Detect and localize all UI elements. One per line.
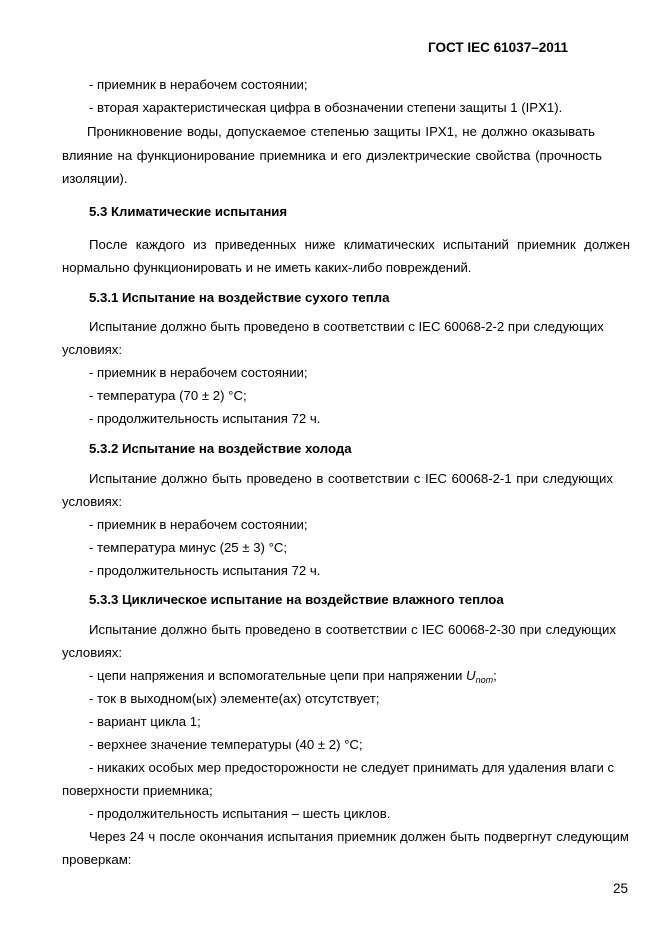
paragraph-line: проверкам: — [62, 852, 132, 867]
list-item: - вариант цикла 1; — [89, 714, 201, 729]
list-item: - температура минус (25 ± 3) °С; — [89, 540, 288, 555]
list-item: - продолжительность испытания 72 ч. — [89, 563, 321, 578]
paragraph-line: условиях: — [62, 645, 122, 660]
section-heading-5-3-3: 5.3.3 Циклическое испытание на воздействие влажного теплоа — [89, 592, 504, 607]
list-item: - температура (70 ± 2) °С; — [89, 388, 247, 403]
voltage-symbol: U — [466, 668, 476, 683]
list-item: - вторая характеристическая цифра в обозначении степени защиты 1 (IPX1). — [89, 100, 563, 115]
page-number: 25 — [612, 881, 628, 896]
document-code-header: ГОСТ IEC 61037–2011 — [428, 40, 568, 55]
paragraph-line: нормально функционировать и не иметь каких-либо повреждений. — [62, 260, 472, 275]
list-item: - верхнее значение температуры (40 ± 2) °С; — [89, 737, 363, 752]
paragraph-line: поверхности приемника; — [62, 783, 213, 798]
section-heading-5-3: 5.3 Климатические испытания — [89, 204, 288, 219]
list-item-text: - цепи напряжения и вспомогательные цепи при напряжении — [89, 668, 467, 683]
list-item: - продолжительность испытания 72 ч. — [89, 411, 321, 426]
paragraph-line: условиях: — [62, 342, 122, 357]
section-heading-5-3-2: 5.3.2 Испытание на воздействие холода — [89, 441, 352, 456]
paragraph-line: влияние на функционирование приемника и его диэлектрические свойства (прочность — [62, 148, 602, 163]
list-item: - приемник в нерабочем состоянии; — [89, 77, 308, 92]
paragraph-line: После каждого из приведенных ниже климатических испытаний приемник должен — [89, 237, 630, 252]
list-item — [89, 668, 497, 688]
paragraph-line: Испытание должно быть проведено в соответствии с IEC 60068-2-30 при следующих — [89, 622, 616, 637]
list-item-punct: ; — [493, 668, 497, 683]
list-item: - никаких особых мер предосторожности не следует принимать для удаления влаги с — [89, 760, 615, 775]
paragraph-line: Испытание должно быть проведено в соответствии с IEC 60068-2-1 при следующих — [89, 471, 613, 486]
paragraph-line: условиях: — [62, 494, 122, 509]
paragraph-line: Проникновение воды, допускаемое степенью защиты IPX1, не должно оказывать — [87, 124, 595, 139]
voltage-subscript: nom — [475, 675, 494, 685]
list-item: - продолжительность испытания – шесть циклов. — [89, 806, 391, 821]
section-heading-5-3-1: 5.3.1 Испытание на воздействие сухого тепла — [89, 290, 390, 305]
paragraph-line: Испытание должно быть проведено в соответствии с IEC 60068-2-2 при следующих — [89, 319, 604, 334]
list-item: - ток в выходном(ых) элементе(ах) отсутствует; — [89, 691, 380, 706]
list-item: - приемник в нерабочем состоянии; — [89, 517, 308, 532]
paragraph-line: изоляции). — [62, 171, 128, 186]
list-item: - приемник в нерабочем состоянии; — [89, 365, 308, 380]
paragraph-line: Через 24 ч после окончания испытания приемник должен быть подвергнут следующим — [89, 829, 629, 844]
